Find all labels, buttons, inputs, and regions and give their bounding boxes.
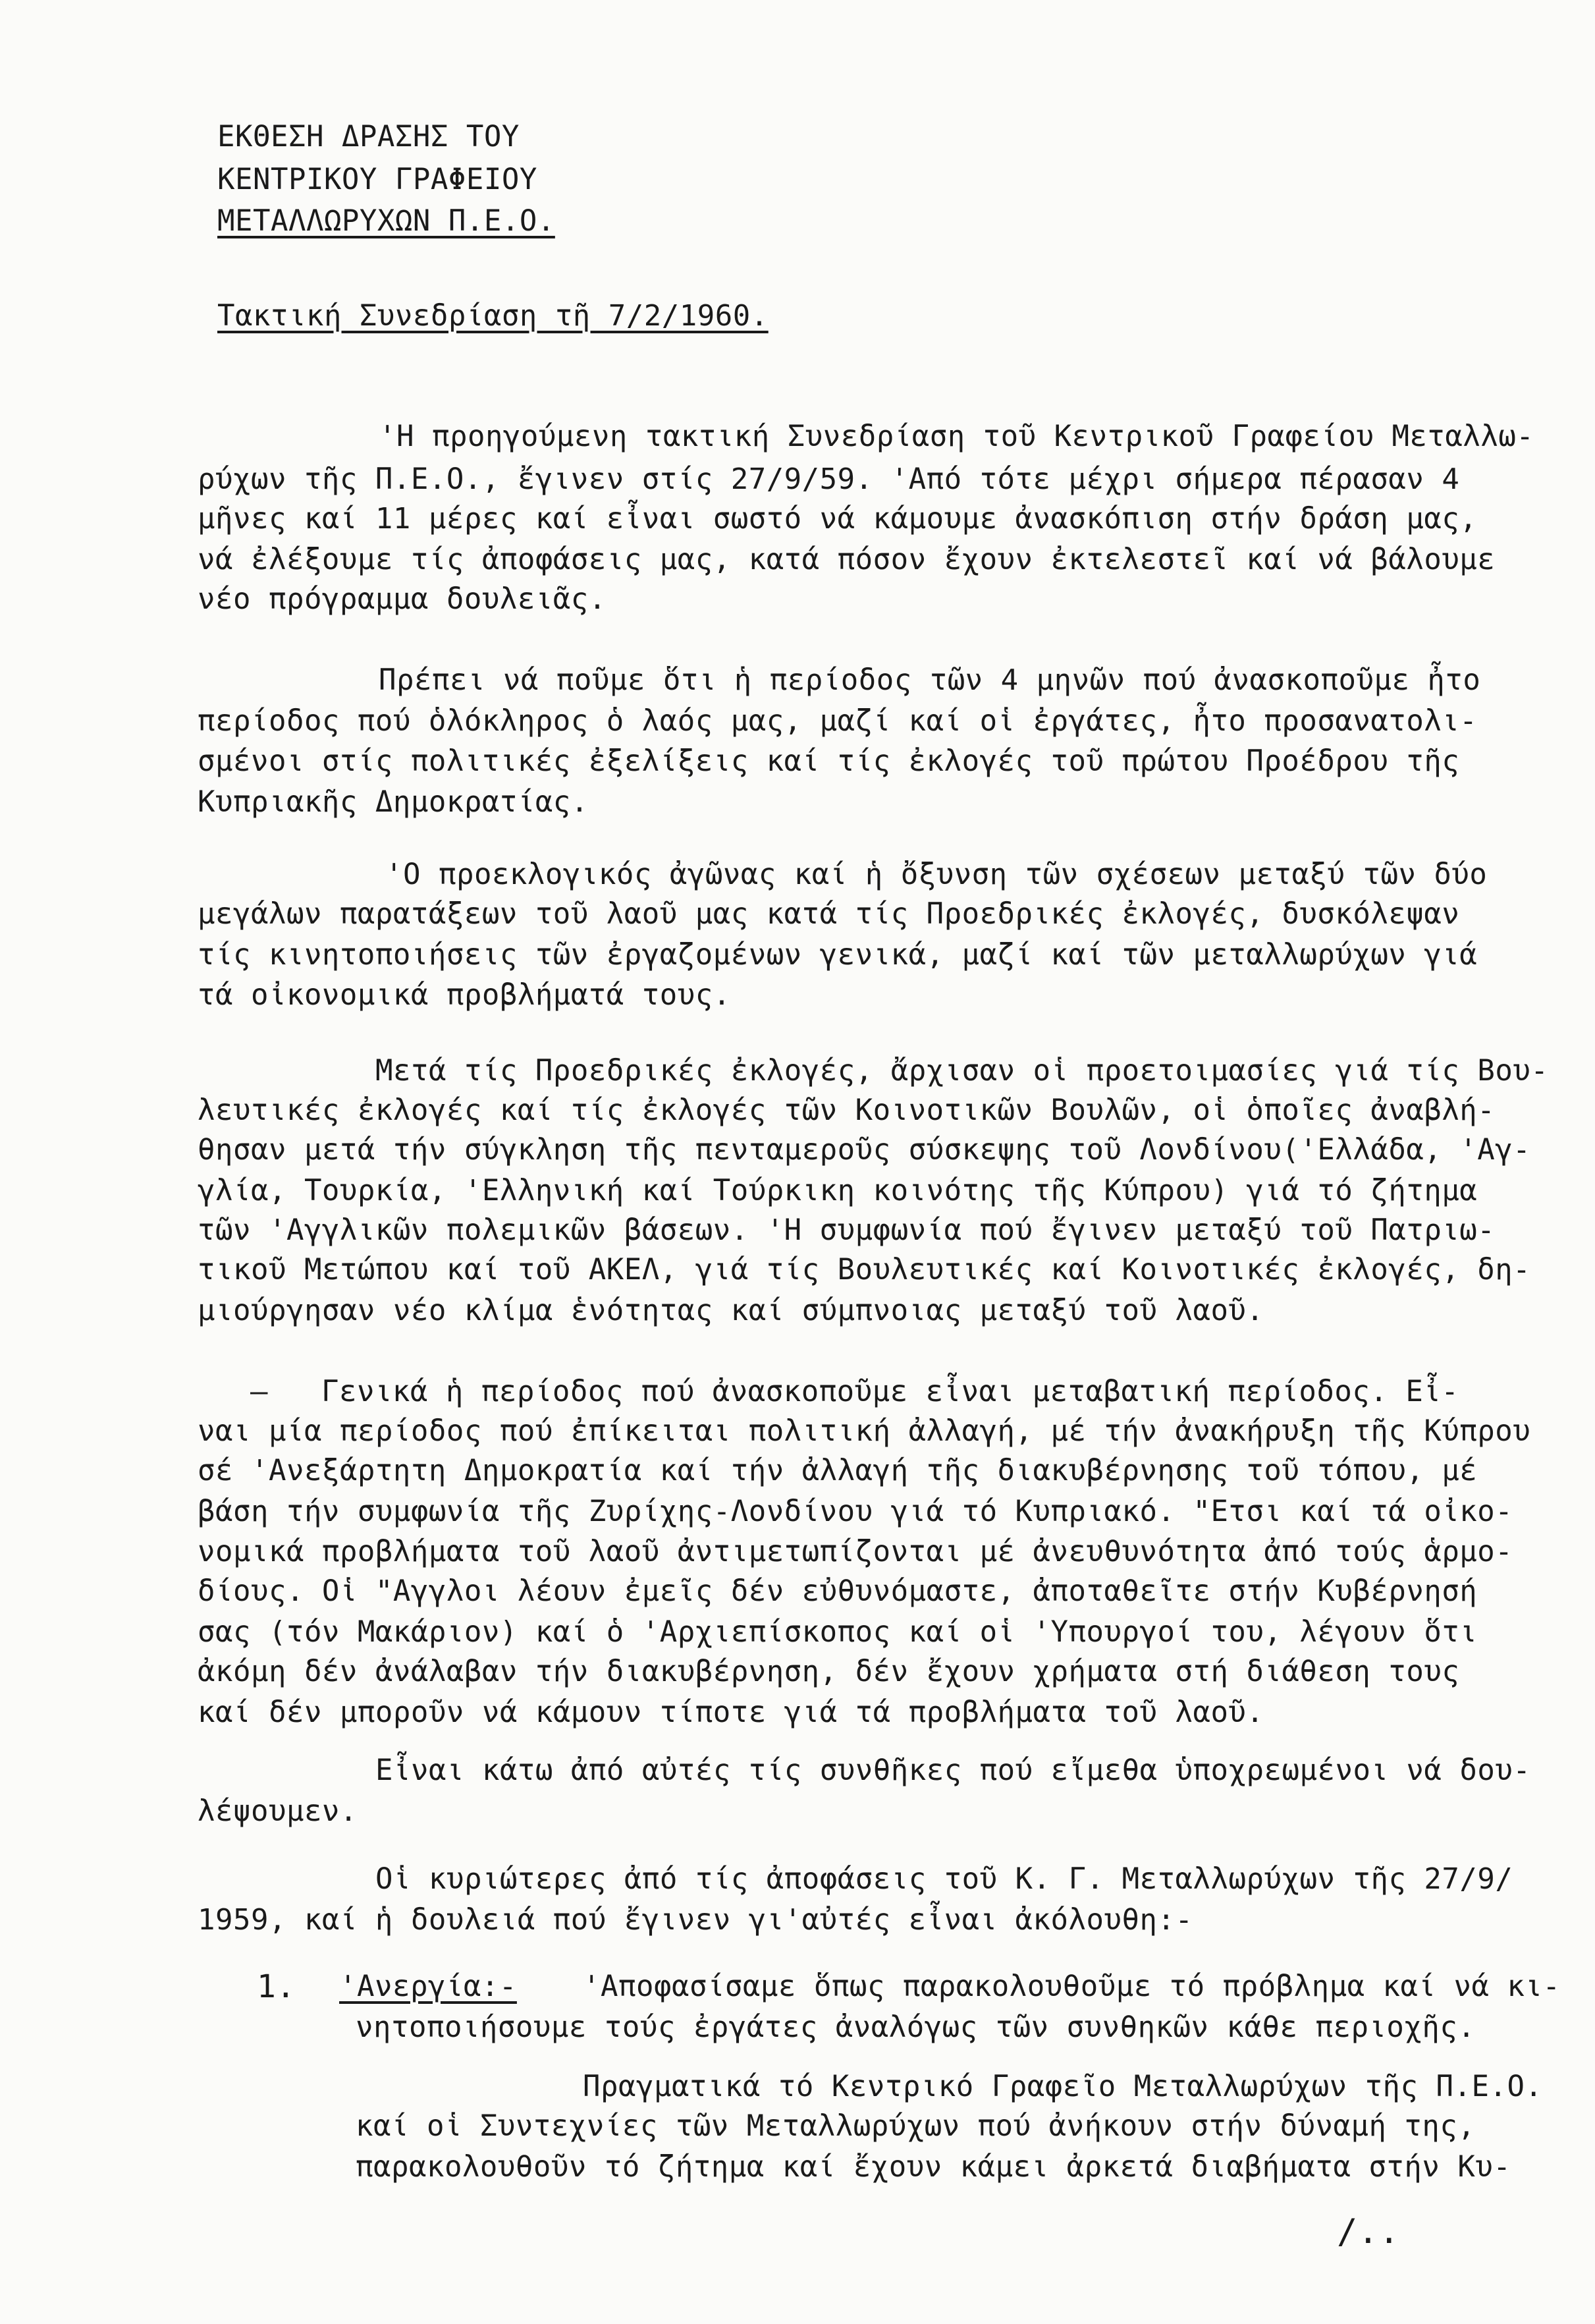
p3-line-2: μεγάλων παρατάξεων τοῦ λαοῦ μας κατά τίς Προεδρικές ἐκλογές, δυσκόλεψαν: [198, 897, 1460, 931]
p5-line-4: βάση τήν συμφωνία τῆς Ζυρίχης-Λονδίνου γιά τό Κυπριακό. "Ετσι καί τά οἰκο-: [198, 1495, 1513, 1528]
p5-line-6: δίους. Οἱ "Αγγλοι λέουν ἐμεῖς δέν εὐθυνόμαστε, ἀποταθεῖτε στήν Κυβέρνησή: [198, 1574, 1478, 1608]
p1-line-2: ρύχων τῆς Π.Ε.Ο., ἔγινεν στίς 27/9/59. 'Από τότε μέχρι σήμερα πέρασαν 4: [198, 462, 1460, 496]
p4-line-5: τῶν 'Αγγλικῶν πολεμικῶν βάσεων. 'Η συμφωνία πού ἔγινεν μεταξύ τοῦ Πατριω-: [198, 1213, 1496, 1247]
item-1-number: 1.: [257, 1968, 296, 2005]
p4-line-6: τικοῦ Μετώπου καί τοῦ ΑΚΕΛ, γιά τίς Βουλευτικές καί Κοινοτικές ἐκλογές, δη-: [198, 1253, 1531, 1286]
p2-line-2: περίοδος πού ὁλόκληρος ὁ λαός μας, μαζί καί οἱ ἐργάτες, ἦτο προσανατολι-: [198, 704, 1478, 738]
p1-line-3: μῆνες καί 11 μέρες καί εἶναι σωστό νά κάμουμε ἀνασκόπιση στήν δράση μας,: [198, 502, 1478, 536]
p1-line-5: νέο πρόγραμμα δουλειᾶς.: [198, 582, 607, 616]
p7-line-2: 1959, καί ἡ δουλειά πού ἔγινεν γι'αὐτές εἶναι ἀκόλουθη:-: [198, 1903, 1193, 1937]
p6-line-2: λέψουμεν.: [198, 1794, 358, 1828]
item-1-line-1: 'Αποφασίσαμε ὅπως παρακολουθοῦμε τό πρόβλημα καί νά κι-: [583, 1970, 1561, 2003]
p5-line-5: νομικά προβλήματα τοῦ λαοῦ ἀντιμετωπίζονται μέ ἀνευθυνότητα ἀπό τούς ἁρμο-: [198, 1535, 1513, 1568]
p5-line-9: καί δέν μποροῦν νά κάμουν τίποτε γιά τά προβλήματα τοῦ λαοῦ.: [198, 1696, 1264, 1729]
p5-line-1: — Γενικά ἡ περίοδος πού ἀνασκοποῦμε εἶναι μεταβατική περίοδος. Εἶ-: [250, 1375, 1459, 1408]
p4-line-3: θησαν μετά τήν σύγκληση τῆς πενταμεροῦς σύσκεψης τοῦ Λονδίνου('Ελλάδα, 'Αγ-: [198, 1133, 1531, 1167]
p3-line-3: τίς κινητοποιήσεις τῶν ἐργαζομένων γενικά, μαζί καί τῶν μεταλλωρύχων γιά: [198, 938, 1478, 972]
p3-line-1: 'Ο προεκλογικός ἀγῶνας καί ἡ ὄξυνση τῶν σχέσεων μεταξύ τῶν δύο: [385, 858, 1488, 891]
item-1-heading: 'Ανεργία:-: [339, 1970, 517, 2003]
p4-line-4: γλία, Τουρκία, 'Ελληνική καί Τούρκικη κοινότης τῆς Κύπρου) γιά τό ζήτημα: [198, 1174, 1478, 1207]
header-line-2: ΚΕΝΤΡΙΚΟΥ ΓΡΑΦΕΙΟΥ: [217, 163, 537, 196]
p5-line-2: ναι μία περίοδος πού ἐπίκειται πολιτική ἀλλαγή, μέ τήν ἀνακήρυξη τῆς Κύπρου: [198, 1414, 1531, 1448]
p6-line-1: Εἶναι κάτω ἀπό αὐτές τίς συνθῆκες πού εἴμεθα ὑποχρεωμένοι νά δου-: [375, 1754, 1531, 1787]
item-1-sub-line-3: παρακολουθοῦν τό ζήτημα καί ἔχουν κάμει ἀρκετά διαβήματα στήν Κυ-: [356, 2150, 1511, 2184]
p4-line-7: μιούργησαν νέο κλίμα ἑνότητας καί σύμπνοιας μεταξύ τοῦ λαοῦ.: [198, 1294, 1264, 1327]
item-1-line-2: νητοποιήσουμε τούς ἐργάτες ἀναλόγως τῶν συνθηκῶν κάθε περιοχῆς.: [356, 2010, 1476, 2044]
meeting-title: Τακτική Συνεδρίαση τῆ 7/2/1960.: [217, 299, 769, 333]
p5-line-7: σας (τόν Μακάριον) καί ὁ 'Αρχιεπίσκοπος καί οἱ 'Υπουργοί του, λέγουν ὅτι: [198, 1615, 1478, 1649]
p2-line-3: σμένοι στίς πολιτικές ἐξελίξεις καί τίς ἐκλογές τοῦ πρώτου Προέδρου τῆς: [198, 744, 1460, 778]
p4-line-2: λευτικές ἐκλογές καί τίς ἐκλογές τῶν Κοινοτικῶν Βουλῶν, οἱ ὁποῖες ἀναβλή-: [198, 1093, 1496, 1127]
item-1-sub-line-2: καί οἱ Συντεχνίες τῶν Μεταλλωρύχων πού ἀνήκουν στήν δύναμή της,: [356, 2109, 1476, 2143]
header-line-3: ΜΕΤΑΛΛΩΡΥΧΩΝ Π.Ε.Ο.: [217, 204, 555, 238]
p4-line-1: Μετά τίς Προεδρικές ἐκλογές, ἄρχισαν οἱ προετοιμασίες γιά τίς Βου-: [375, 1054, 1549, 1088]
p5-line-3: σέ 'Ανεξάρτητη Δημοκρατία καί τήν ἀλλαγή τῆς διακυβέρνησης τοῦ τόπου, μέ: [198, 1454, 1478, 1487]
p2-line-4: Κυπριακῆς Δημοκρατίας.: [198, 785, 589, 819]
header-line-1: ΕΚΘΕΣΗ ΔΡΑΣΗΣ ΤΟΥ: [217, 120, 520, 153]
p2-line-1: Πρέπει νά ποῦμε ὅτι ἡ περίοδος τῶν 4 μηνῶν πού ἀνασκοποῦμε ἦτο: [379, 663, 1481, 697]
p7-line-1: Οἱ κυριώτερες ἀπό τίς ἀποφάσεις τοῦ Κ. Γ. Μεταλλωρύχων τῆς 27/9/: [375, 1862, 1513, 1896]
item-1-sub-line-1: Πραγματικά τό Κεντρικό Γραφεῖο Μεταλλωρύχων τῆς Π.Ε.Ο.: [583, 2070, 1543, 2103]
p1-line-4: νά ἐλέξουμε τίς ἀποφάσεις μας, κατά πόσον ἔχουν ἐκτελεστεῖ καί νά βάλουμε: [198, 543, 1496, 576]
continuation-mark: /..: [1337, 2212, 1400, 2252]
p5-line-8: ἀκόμη δέν ἀνάλαβαν τήν διακυβέρνηση, δέν ἔχουν χρήματα στή διάθεση τους: [198, 1655, 1460, 1688]
p3-line-4: τά οἰκονομικά προβλήματά τους.: [198, 978, 731, 1012]
p1-line-1: 'Η προηγούμενη τακτική Συνεδρίαση τοῦ Κεντρικοῦ Γραφείου Μεταλλω-: [379, 420, 1534, 453]
